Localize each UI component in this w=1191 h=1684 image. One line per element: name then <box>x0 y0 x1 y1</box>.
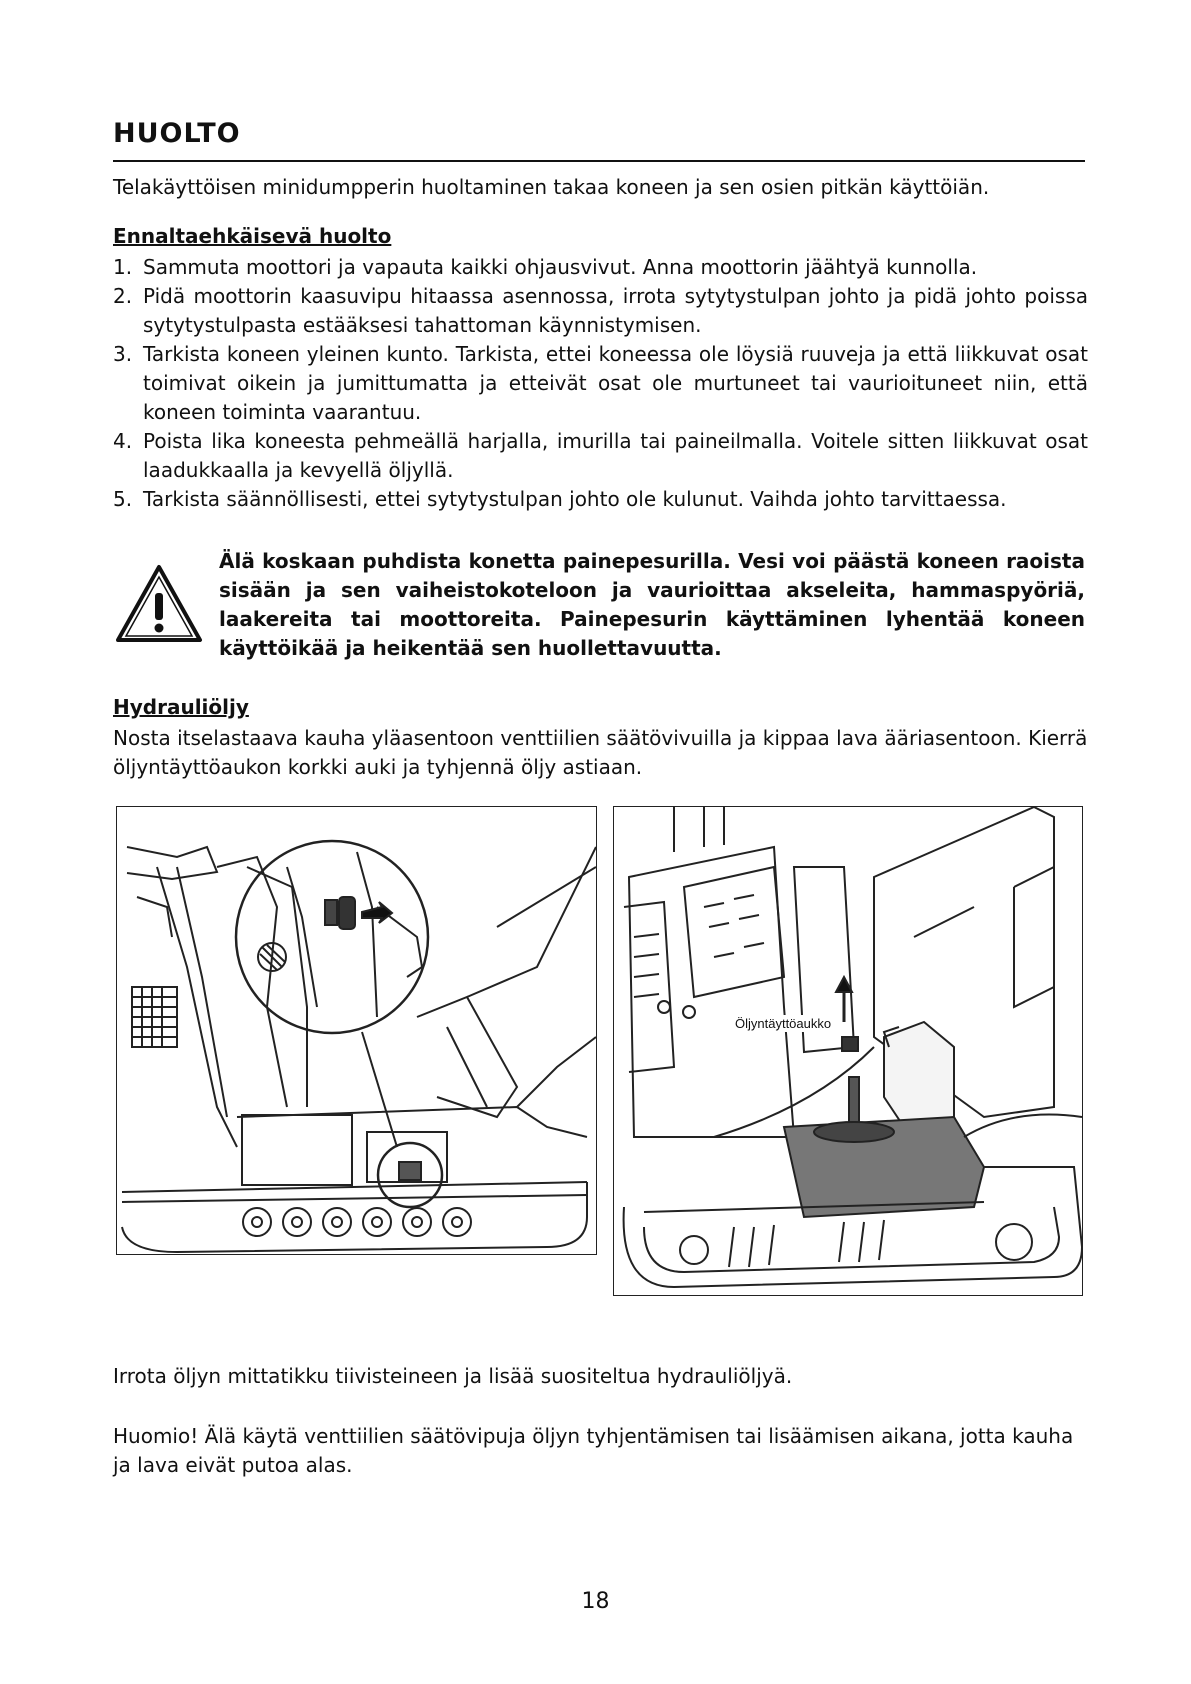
warning-triangle-icon <box>115 563 203 643</box>
list-item <box>113 427 1088 485</box>
list-item <box>113 253 1088 282</box>
page-title: HUOLTO <box>113 118 241 149</box>
note-paragraph: Huomio! Älä käytä venttiilien säätövipuja öljyn tyhjentämisen tai lisäämisen aikana, jotta kauha ja lava eivät putoa alas. <box>113 1424 1074 1477</box>
pressure-washer-warning: Älä koskaan puhdista konetta painepesurilla. Vesi voi päästä koneen raoista sisään ja sen vaiheistokoteloon ja vaurioittaa akseleita, hammaspyöriä, laakereita tai moottoreita. Painepesurin käyttäminen lyhentää koneen käyttöikää ja heikentää sen huollettavuutta. <box>219 549 1085 660</box>
list-number: 5. <box>113 487 133 511</box>
machine-rear-view-illustration <box>614 807 1082 1295</box>
intro-paragraph: Telakäyttöisen minidumpperin huoltaminen takaa koneen ja sen osien pitkän käyttöiän. <box>113 175 990 199</box>
figure-oil-fill <box>613 806 1083 1296</box>
preventive-list <box>113 253 1088 514</box>
list-number: 3. <box>113 342 133 366</box>
preventive-heading: Ennaltaehkäisevä huolto <box>113 224 392 248</box>
title-divider <box>113 160 1085 162</box>
dipstick-paragraph: Irrota öljyn mittatikku tiivisteineen ja lisää suositeltua hydrauliöljyä. <box>113 1364 793 1388</box>
machine-side-view-illustration <box>117 807 596 1254</box>
page-number: 18 <box>581 1589 610 1614</box>
oil-fill-port-label: Öljyntäyttöaukko <box>732 1015 834 1032</box>
list-text: Tarkista säännöllisesti, ettei sytytystulpan johto ole kulunut. Vaihda johto tarvittaessa. <box>143 487 1007 511</box>
list-text: Pidä moottorin kaasuvipu hitaassa asennossa, irrota sytytystulpan johto ja pidä johto poissa sytytystulpasta estääksesi tahattoman käynnistymisen. <box>143 284 1088 337</box>
list-text: Sammuta moottori ja vapauta kaikki ohjausvivut. Anna moottorin jäähtyä kunnolla. <box>143 255 978 279</box>
list-number: 2. <box>113 284 133 308</box>
list-text: Tarkista koneen yleinen kunto. Tarkista, ettei koneessa ole löysiä ruuveja ja että liikkuvat osat toimivat oikein ja jumittumatta ja etteivät osat ole murtuneet tai vaurioituneet niin, että koneen toiminta vaarantuu. <box>143 342 1088 424</box>
hydraulic-heading: Hydrauliöljy <box>113 695 249 719</box>
list-item <box>113 340 1088 427</box>
list-item <box>113 485 1088 514</box>
hydraulic-paragraph: Nosta itselastaava kauha yläasentoon venttiilien säätövivuilla ja kippaa lava ääriasentoon. Kierrä öljyntäyttöaukon korkki auki ja tyhjennä öljy astiaan. <box>113 726 1088 779</box>
list-item <box>113 282 1088 340</box>
list-number: 1. <box>113 255 133 279</box>
figure-drain-plug <box>116 806 597 1255</box>
list-text: Poista lika koneesta pehmeällä harjalla, imurilla tai paineilmalla. Voitele sitten liikkuvat osat laadukkaalla ja kevyellä öljyllä. <box>143 429 1088 482</box>
list-number: 4. <box>113 429 133 453</box>
